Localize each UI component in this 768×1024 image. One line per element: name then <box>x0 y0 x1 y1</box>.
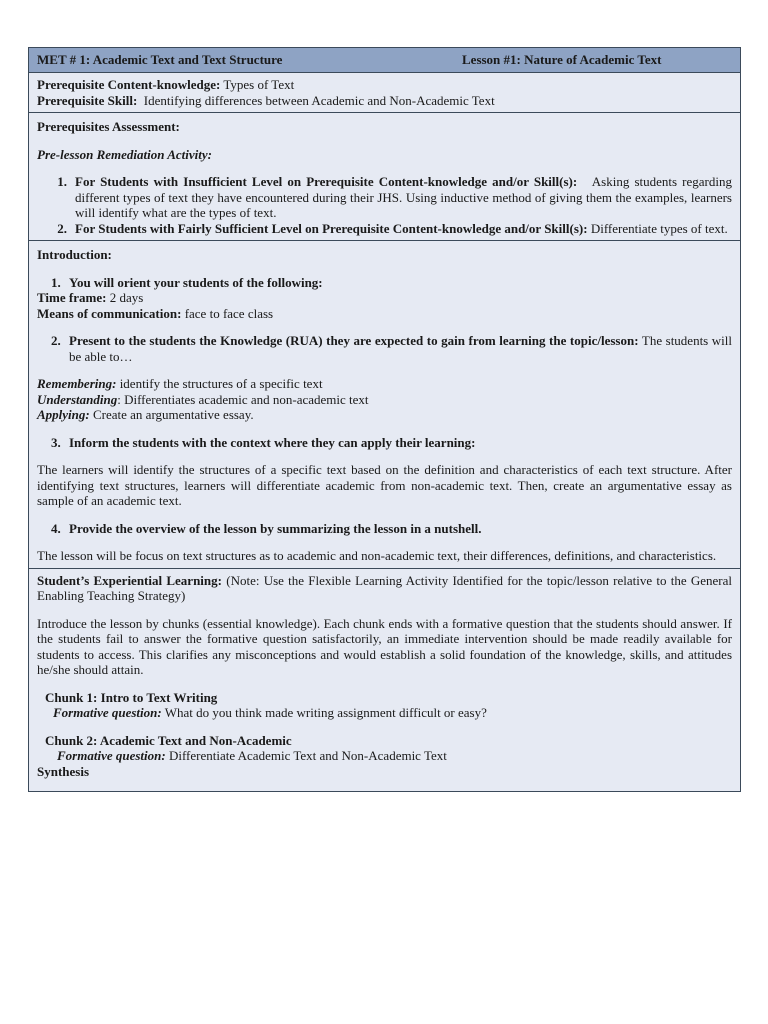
means-value: face to face class <box>184 305 274 321</box>
remediation-heading: Pre-lesson Remediation Activity: <box>37 146 212 162</box>
time-frame-line <box>37 290 732 306</box>
prereq-skill-label: Prerequisite Skill: <box>37 92 138 108</box>
formative-question-line <box>45 748 732 764</box>
overview-paragraph: The lesson will be focus on text structures as to academic and non-academic text, their differences, definitions, and characteristics. <box>37 548 717 563</box>
remediation-item-1 <box>37 174 732 221</box>
prereq-skill-value: Identifying differences between Academic and Non-Academic Text <box>143 92 495 108</box>
remediation-item-label: For Students with Fairly Sufficient Level on Prerequisite Content-knowledge and/or Skill(s): <box>75 220 588 236</box>
means-label: Means of communication: <box>37 305 182 321</box>
intro-step-3 <box>37 435 732 451</box>
introduction-heading: Introduction: <box>37 247 112 262</box>
chunks-intro-paragraph: Introduce the lesson by chunks (essential knowledge). Each chunk ends with a formative question that the students should answer. If the students fail to answer the formative question satisfactorily, an immediate intervention should be made readily available for students to access. This clarifies any misconceptions and would establish a solid foundation of the knowledge, skills, and attitudes he/she should attain. <box>37 615 732 677</box>
step-number: 2. <box>51 333 61 348</box>
remediation-item-text: Asking students regarding different types of text they have encountered during their JHS. Using inductive method of giving them the examples, learners will identify what are the types of text. <box>75 174 732 220</box>
remediation-item-number: 1. <box>57 174 67 189</box>
applying-line <box>37 407 732 423</box>
step-number: 1. <box>51 274 61 290</box>
context-paragraph: The learners will identify the structures of a specific text based on the definition and characteristics of each text structure. After identifying text structures, learners will differentiate academic from non-academic text. Then, create an argumentative essay as sample of an academic text. <box>37 462 732 508</box>
remediation-item-label: For Students with Insufficient Level on Prerequisite Content-knowledge and/or Skill(s): <box>75 174 578 189</box>
lesson-header <box>29 48 740 73</box>
time-frame-label: Time frame: <box>37 290 107 305</box>
chunk-1 <box>37 690 732 721</box>
step-text: The students will be able to… <box>69 333 733 364</box>
prereq-content-label: Prerequisite Content-knowledge: <box>37 77 221 92</box>
prereq-content-line <box>37 77 732 93</box>
step-label: Present to the students the Knowledge (RUA) they are expected to gain from learning the topic/lesson: <box>69 333 639 348</box>
remembering-label: Remembering: <box>37 376 117 391</box>
prerequisites-section <box>29 73 740 113</box>
remembering-value: identify the structures of a specific text <box>119 376 323 391</box>
formative-question-line <box>45 705 732 721</box>
assessment-heading: Prerequisites Assessment: <box>37 119 180 134</box>
chunk-title: Chunk 1: Intro to Text Writing <box>45 689 218 705</box>
lesson-title: Lesson #1: Nature of Academic Text <box>462 52 662 67</box>
prereq-content-value: Types of Text <box>223 77 295 92</box>
step-number: 3. <box>51 434 61 450</box>
chunk-2 <box>37 733 732 764</box>
time-frame-value: 2 days <box>109 290 144 305</box>
formative-question-label: Formative question: <box>53 705 162 720</box>
step-number: 4. <box>51 520 61 536</box>
met-title: MET # 1: Academic Text and Text Structure <box>37 52 283 67</box>
step-text: Provide the overview of the lesson by summarizing the lesson in a nutshell. <box>69 520 482 536</box>
remembering-line <box>37 376 732 392</box>
understanding-label: Understanding <box>37 391 118 407</box>
prereq-skill-line <box>37 93 732 109</box>
experiential-heading <box>37 573 732 604</box>
understanding-value: : Differentiates academic and non-academic text <box>117 391 369 407</box>
step-text: Inform the students with the context where they can apply their learning: <box>69 434 476 450</box>
intro-step-1 <box>37 275 732 291</box>
means-line <box>37 306 732 322</box>
experiential-label: Student’s Experiential Learning: <box>37 572 222 588</box>
intro-step-4 <box>37 521 732 537</box>
step-text: You will orient your students of the following: <box>69 274 323 290</box>
assessment-section <box>29 113 740 241</box>
intro-step-2 <box>37 333 732 364</box>
experiential-section <box>29 569 740 792</box>
understanding-line <box>37 392 732 408</box>
remediation-item-number: 2. <box>57 220 67 236</box>
formative-question-text: What do you think made writing assignment difficult or easy? <box>164 705 487 720</box>
applying-value: Create an argumentative essay. <box>92 407 254 422</box>
chunk-title: Chunk 2: Academic Text and Non-Academic <box>45 732 292 748</box>
lesson-plan-table <box>28 47 741 792</box>
remediation-item-2 <box>37 221 732 237</box>
experiential-note: (Note: Use the Flexible Learning Activity Identified for the topic/lesson relative to the General Enabling Teaching Strategy) <box>37 572 732 603</box>
remediation-item-text: Differentiate types of text. <box>590 220 728 236</box>
synthesis-heading: Synthesis <box>37 763 90 779</box>
applying-label: Applying: <box>37 407 90 422</box>
formative-question-label: Formative question: <box>57 748 166 763</box>
introduction-section <box>29 241 740 569</box>
formative-question-text: Differentiate Academic Text and Non-Academic Text <box>168 748 447 763</box>
